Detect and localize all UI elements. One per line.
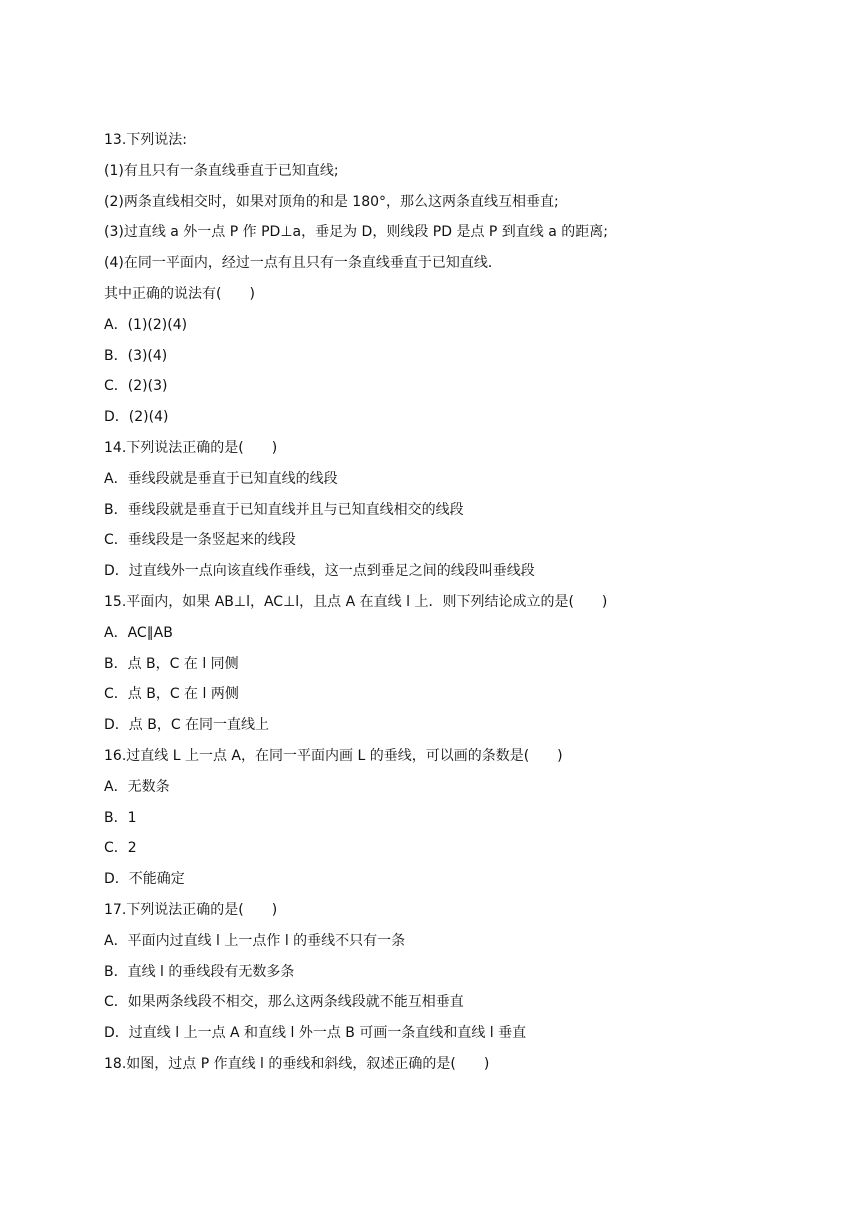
question-15-stem: 15.平面内，如果 AB⊥l，AC⊥l，且点 A 在直线 l 上．则下列结论成立的是( ) (104, 593, 608, 610)
q14-option-a: A．垂线段就是垂直于已知直线的线段 (104, 470, 338, 487)
question-16-stem: 16.过直线 L 上一点 A，在同一平面内画 L 的垂线，可以画的条数是( ) (104, 747, 563, 764)
q17-option-c: C．如果两条线段不相交，那么这两条线段就不能互相垂直 (104, 994, 464, 1011)
q17-option-d: D．过直线 l 上一点 A 和直线 l 外一点 B 可画一条直线和直线 l 垂直 (104, 1025, 527, 1042)
question-18-stem: 18.如图，过点 P 作直线 l 的垂线和斜线，叙述正确的是( ) (104, 1055, 490, 1072)
document-body (104, 125, 824, 1080)
q13-option-b: B．(3)(4) (104, 347, 168, 364)
q17-option-a: A．平面内过直线 l 上一点作 l 的垂线不只有一条 (104, 932, 406, 949)
q17-option-b: B．直线 l 的垂线段有无数多条 (104, 963, 295, 980)
question-14-stem: 14.下列说法正确的是( ) (104, 439, 278, 456)
q13-option-d: D．(2)(4) (104, 409, 169, 426)
q16-option-b: B．1 (104, 809, 137, 826)
q16-option-d: D．不能确定 (104, 871, 185, 888)
question-13-stem: 13.下列说法: (104, 132, 187, 148)
statement-3: (3)过直线 a 外一点 P 作 PD⊥a，垂足为 D，则线段 PD 是点 P 到直线 a 的距离; (104, 224, 608, 241)
q14-option-b: B．垂线段就是垂直于已知直线并且与已知直线相交的线段 (104, 501, 464, 518)
q16-option-c: C．2 (104, 840, 137, 857)
q15-option-d: D．点 B，C 在同一直线上 (104, 717, 270, 734)
q15-option-a: A．AC∥AB (104, 624, 173, 641)
q15-option-c: C．点 B，C 在 l 两侧 (104, 686, 239, 703)
statement-1: (1)有且只有一条直线垂直于已知直线; (104, 162, 339, 179)
question-17-stem: 17.下列说法正确的是( ) (104, 901, 278, 918)
statement-4: (4)在同一平面内，经过一点有且只有一条直线垂直于已知直线． (104, 255, 502, 272)
q13-option-a: A．(1)(2)(4) (104, 316, 188, 333)
question-13-prompt: 其中正确的说法有( ) (104, 285, 255, 302)
q13-option-c: C．(2)(3) (104, 378, 168, 395)
q16-option-a: A．无数条 (104, 778, 170, 795)
statement-2: (2)两条直线相交时，如果对顶角的和是 180°，那么这两条直线互相垂直; (104, 193, 559, 210)
q14-option-d: D．过直线外一点向该直线作垂线，这一点到垂足之间的线段叫垂线段 (104, 563, 535, 580)
q14-option-c: C．垂线段是一条竖起来的线段 (104, 532, 296, 549)
q15-option-b: B．点 B，C 在 l 同侧 (104, 655, 239, 672)
